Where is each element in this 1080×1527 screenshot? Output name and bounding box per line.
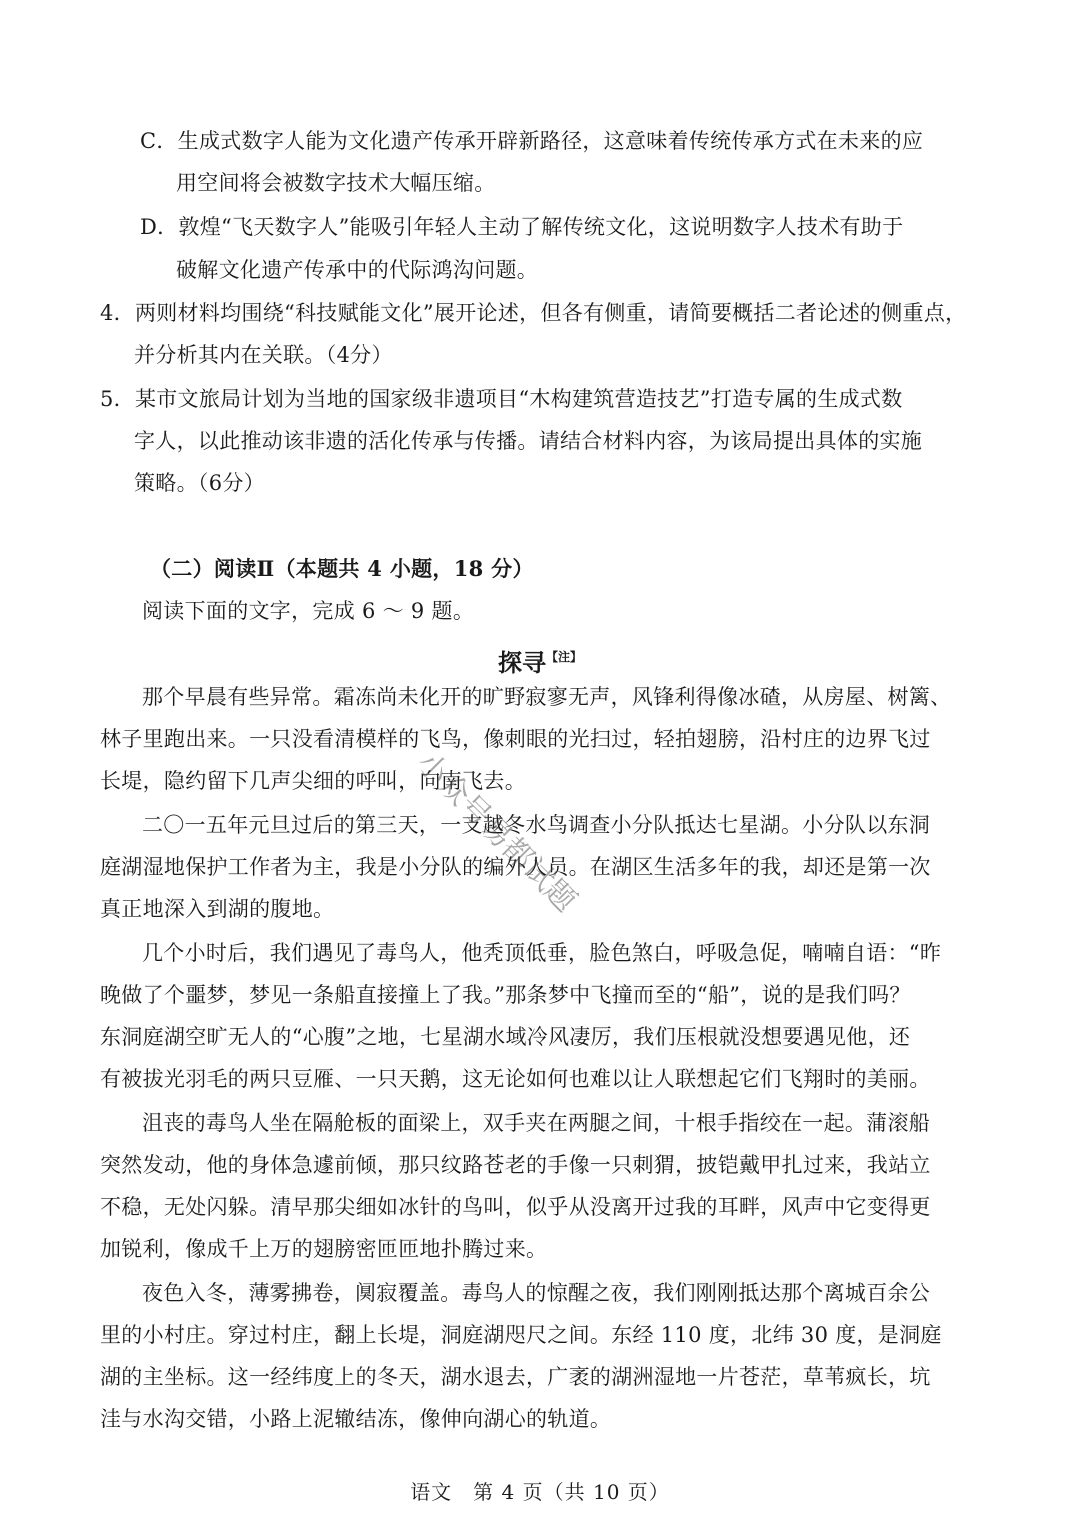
question-5-line-3: 策略。（6分）	[134, 471, 265, 495]
passage-line: 真正地深入到湖的腹地。	[100, 897, 335, 921]
section-instruction: 阅读下面的文字，完成 6 ～ 9 题。	[142, 599, 475, 623]
page-footer: 语文 第 4 页（共 10 页）	[410, 1480, 670, 1504]
passage-line: 不稳，无处闪躲。清早那尖细如冰针的鸟叫，似乎从没离开过我的耳畔，风声中它变得更	[100, 1195, 931, 1219]
passage-line: 晚做了个噩梦，梦见一条船直接撞上了我。”那条梦中飞撞而至的“船”，说的是我们吗？	[100, 983, 911, 1007]
question-5-line-2: 字人，以此推动该非遗的活化传承与传播。请结合材料内容，为该局提出具体的实施	[134, 429, 923, 453]
passage-line: 突然发动，他的身体急遽前倾，那只纹路苍老的手像一只刺猬，披铠戴甲扎过来，我站立	[100, 1153, 931, 1177]
option-d-line-1: D．敦煌“飞天数字人”能吸引年轻人主动了解传统文化，这说明数字人技术有助于	[140, 215, 904, 239]
question-4-line-2: 并分析其内在关联。（4分）	[134, 343, 393, 367]
passage-line: 夜色入冬，薄雾拂卷，阒寂覆盖。毒鸟人的惊醒之夜，我们刚刚抵达那个离城百余公	[142, 1281, 931, 1305]
passage-line: 几个小时后，我们遇见了毒鸟人，他秃顶低垂，脸色煞白，呼吸急促，喃喃自语：“昨	[142, 941, 942, 965]
passage-line: 二〇一五年元旦过后的第三天，一支越冬水鸟调查小分队抵达七星湖。小分队以东洞	[142, 813, 931, 837]
passage-line: 有被拔光羽毛的两只豆雁、一只天鹅，这无论如何也难以让人联想起它们飞翔时的美丽。	[100, 1067, 931, 1091]
passage-title-note: 【注】	[545, 650, 582, 664]
question-4-line-1: 4．两则材料均围绕“科技赋能文化”展开论述，但各有侧重，请简要概括二者论述的侧重点，	[100, 301, 967, 325]
passage-line: 洼与水沟交错，小路上泥辙结冻，像伸向湖心的轨道。	[100, 1407, 612, 1431]
passage-title	[0, 640, 1080, 680]
passage-line: 加锐利，像成千上万的翅膀密匝匝地扑腾过来。	[100, 1237, 548, 1261]
option-c-line-2: 用空间将会被数字技术大幅压缩。	[176, 171, 496, 195]
passage-line: 湖的主坐标。这一经纬度上的冬天，湖水退去，广袤的湖洲湿地一片苍茫，草苇疯长，坑	[100, 1365, 931, 1389]
option-c-line-1: C．生成式数字人能为文化遗产传承开辟新路径，这意味着传统传承方式在未来的应	[140, 129, 924, 153]
section-heading: （二）阅读Ⅱ（本题共 4 小题，18 分）	[150, 556, 534, 581]
passage-title-text: 探寻	[497, 648, 546, 677]
passage-line: 沮丧的毒鸟人坐在隔舱板的面梁上，双手夹在两腿之间，十根手指绞在一起。蒲滚船	[142, 1111, 931, 1135]
passage-line: 林子里跑出来。一只没看清模样的飞鸟，像刺眼的光扫过，轻拍翅膀，沿村庄的边界飞过	[100, 727, 931, 751]
question-5-line-1: 5．某市文旅局计划为当地的国家级非遗项目“木构建筑营造技艺”打造专属的生成式数	[100, 387, 903, 411]
passage-line: 那个早晨有些异常。霜冻尚未化开的旷野寂寥无声，风锋利得像冰碴，从房屋、树篱、	[142, 685, 952, 709]
watermark: 小众号易都试题	[409, 745, 583, 919]
passage-line: 庭湖湿地保护工作者为主，我是小分队的编外人员。在湖区生活多年的我，却还是第一次	[100, 855, 931, 879]
passage-line: 东洞庭湖空旷无人的“心腹”之地，七星湖水域冷风凄厉，我们压根就没想要遇见他，还	[100, 1025, 911, 1049]
passage-line: 长堤，隐约留下几声尖细的呼叫，向南飞去。	[100, 769, 526, 793]
passage-line: 里的小村庄。穿过村庄，翻上长堤，洞庭湖咫尺之间。东经 110 度，北纬 30 度，是洞庭	[100, 1323, 942, 1347]
option-d-line-2: 破解文化遗产传承中的代际鸿沟问题。	[176, 258, 539, 282]
